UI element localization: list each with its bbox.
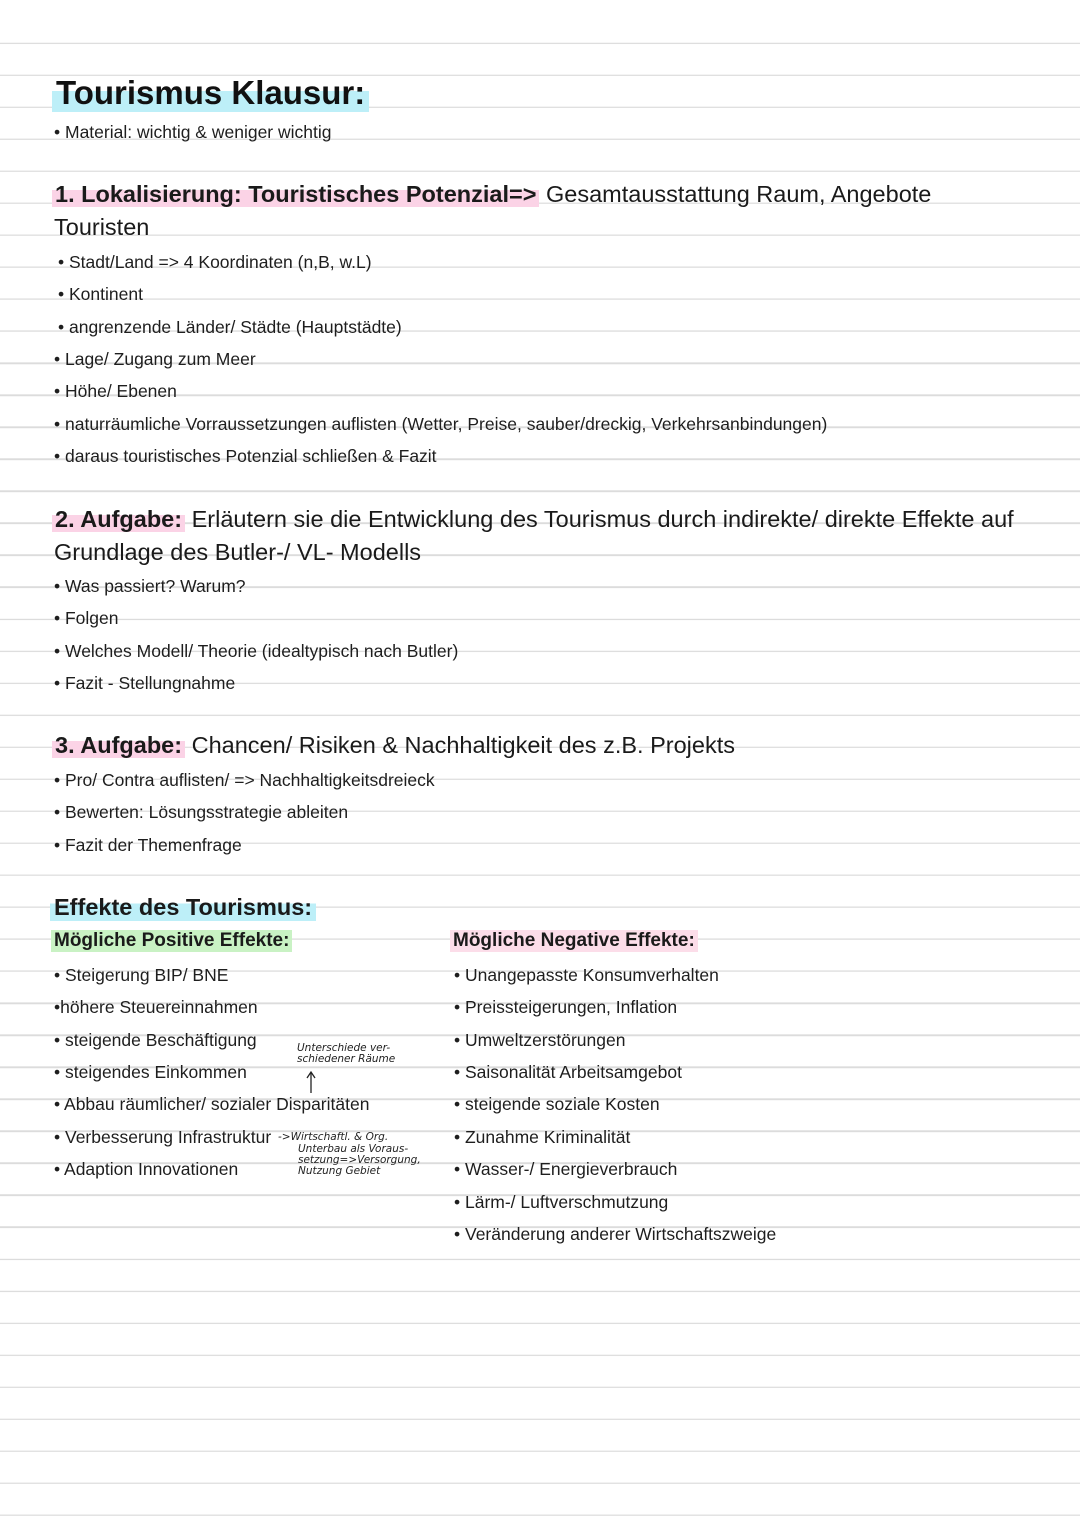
section1-heading-line2: Touristen: [54, 214, 150, 240]
handwritten-note-regions: [297, 1043, 395, 1065]
material-note: • Material: wichtig & weniger wichtig: [54, 122, 332, 142]
negative-item: • Umweltzerstörungen: [454, 1030, 626, 1050]
list-item: • Fazit der Themenfrage: [54, 835, 242, 855]
handwritten-line: Nutzung Gebiet: [298, 1165, 381, 1177]
negative-item: • Wasser-/ Energieverbrauch: [454, 1159, 678, 1179]
list-item: • Höhe/ Ebenen: [54, 381, 177, 401]
up-arrow-icon: [304, 1070, 318, 1094]
positive-item: • Verbesserung Infrastruktur: [54, 1127, 272, 1147]
section3-heading: [52, 732, 735, 759]
positive-item: • Steigerung BIP/ BNE: [54, 965, 229, 985]
negative-item: • Veränderung anderer Wirtschaftszweige: [454, 1224, 777, 1244]
negative-item: • Zunahme Kriminalität: [454, 1127, 631, 1147]
list-item: • Was passiert? Warum?: [54, 576, 246, 596]
negative-item: • steigende soziale Kosten: [454, 1094, 660, 1114]
effects-heading: Effekte des Tourismus:: [50, 894, 316, 921]
negative-effects-heading: Mögliche Negative Effekte:: [450, 930, 698, 952]
positive-item: • steigendes Einkommen: [54, 1062, 247, 1082]
section1-heading-rest: Gesamtausstattung Raum, Angebote: [539, 181, 932, 207]
list-item: • Welches Modell/ Theorie (idealtypisch nach Butler): [54, 641, 459, 661]
section2-heading-line2: Grundlage des Butler-/ VL- Modells: [54, 539, 422, 565]
negative-item: • Saisonalität Arbeitsamgebot: [454, 1062, 682, 1082]
negative-item: • Lärm-/ Luftverschmutzung: [454, 1192, 669, 1212]
list-item: • Pro/ Contra auflisten/ => Nachhaltigkeitsdreieck: [54, 770, 435, 790]
negative-item: • Preissteigerungen, Inflation: [454, 997, 678, 1017]
section3-heading-bold: 3. Aufgabe:: [52, 732, 185, 758]
section3-heading-rest: Chancen/ Risiken & Nachhaltigkeit des z.B. Projekts: [185, 732, 735, 758]
list-item: • Kontinent: [58, 284, 143, 304]
page-title: Tourismus Klausur:: [52, 74, 369, 112]
handwritten-note-arrow: ->Wirtschaftl. & Org.: [278, 1131, 389, 1143]
list-item: • daraus touristisches Potenzial schließen & Fazit: [54, 446, 437, 466]
list-item: • angrenzende Länder/ Städte (Hauptstädte): [58, 317, 402, 337]
positive-item: • Adaption Innovationen: [54, 1159, 239, 1179]
list-item: • Bewerten: Lösungsstrategie ableiten: [54, 802, 349, 822]
handwritten-line: Unterschiede ver-: [297, 1042, 391, 1054]
positive-item: • steigende Beschäftigung: [54, 1030, 257, 1050]
handwritten-line: setzung=>Versorgung,: [298, 1154, 421, 1166]
section2-heading-bold: 2. Aufgabe:: [52, 506, 185, 532]
section1-heading-bold: 1. Lokalisierung: Touristisches Potenzial=>: [52, 181, 539, 207]
handwritten-line: schiedener Räume: [297, 1053, 396, 1065]
positive-item: • Abbau räumlicher/ sozialer Disparitäten: [54, 1094, 370, 1114]
section2-heading: [52, 506, 1014, 533]
list-item: • Folgen: [54, 608, 119, 628]
list-item: • Stadt/Land => 4 Koordinaten (n,B, w.L): [58, 252, 372, 272]
list-item: • Lage/ Zugang zum Meer: [54, 349, 256, 369]
positive-item: •höhere Steuereinnahmen: [54, 997, 258, 1017]
list-item: • Fazit - Stellungnahme: [54, 673, 236, 693]
section1-heading: [52, 181, 931, 208]
handwritten-note-infrastructure: [298, 1144, 421, 1177]
positive-effects-heading: Mögliche Positive Effekte:: [51, 930, 292, 952]
handwritten-line: Unterbau als Voraus-: [298, 1143, 409, 1155]
list-item: • naturräumliche Vorraussetzungen auflisten (Wetter, Preise, sauber/dreckig, Verkehrsanbindungen): [54, 414, 828, 434]
negative-item: • Unangepasste Konsumverhalten: [454, 965, 719, 985]
section2-heading-rest: Erläutern sie die Entwicklung des Tourismus durch indirekte/ direkte Effekte auf: [185, 506, 1014, 532]
